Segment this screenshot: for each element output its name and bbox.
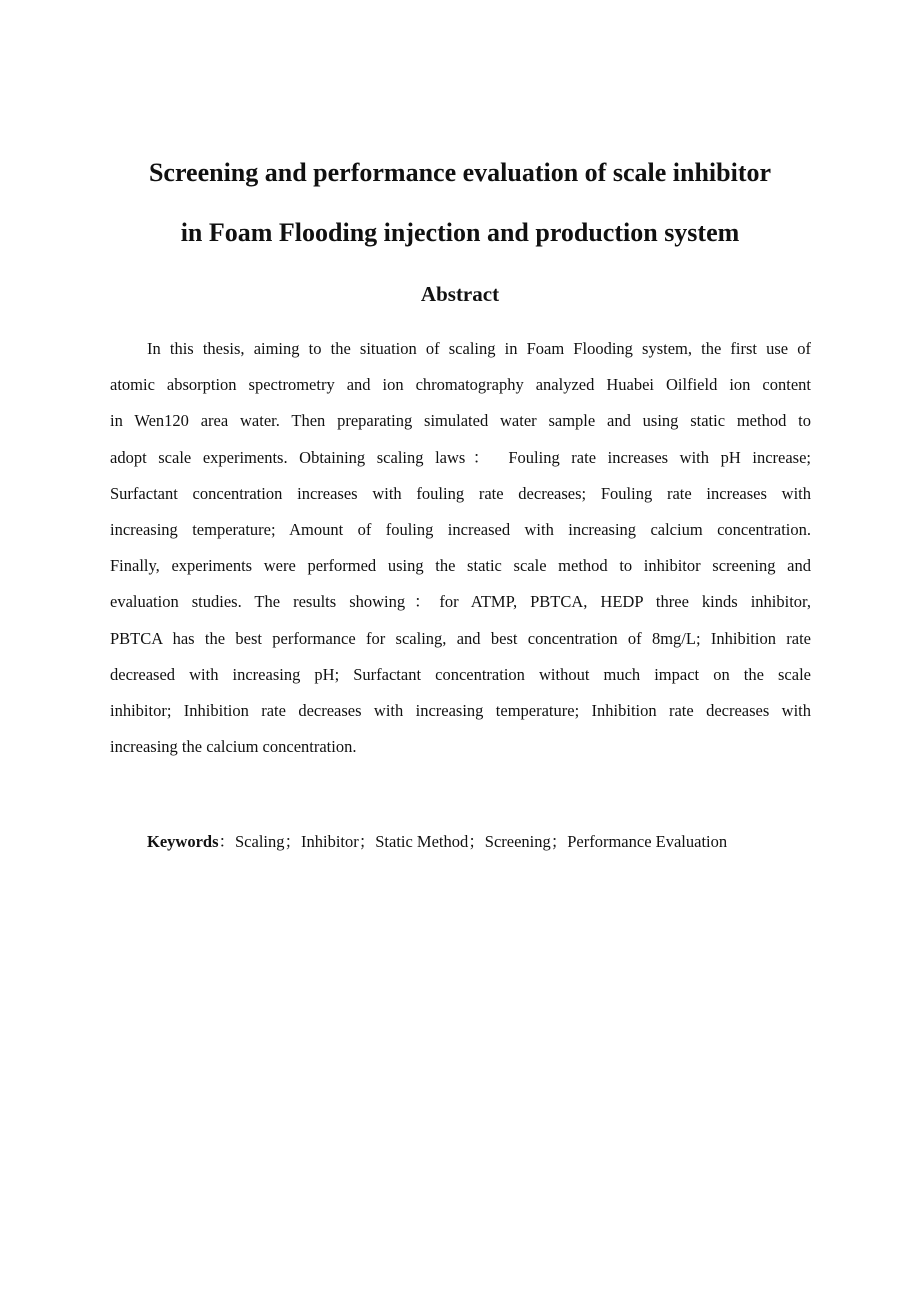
title-line-1: Screening and performance evaluation of scale inhibitor	[148, 158, 772, 187]
abstract-body	[110, 331, 811, 765]
abstract-heading: Abstract	[420, 282, 500, 306]
keywords-text: ：Scaling；Inhibitor；Static Method；Screening；Performance Evaluation	[218, 832, 728, 851]
abstract-line: increasing the calcium concentration.	[110, 737, 357, 757]
abstract-line: In this thesis, aiming to the situation of scaling in Foam Flooding system, the first use of	[147, 339, 811, 358]
abstract-line: decreased with increasing pH; Surfactant concentration without much impact on the scale	[110, 664, 811, 684]
abstract-line: in Wen120 area water. Then preparating simulated water sample and using static method to	[110, 411, 811, 431]
abstract-line: PBTCA has the best performance for scaling, and best concentration of 8mg/L; Inhibition rate	[110, 628, 811, 648]
abstract-line: adopt scale experiments. Obtaining scaling laws： Fouling rate increases with pH increase;	[110, 447, 811, 467]
keywords-label: Keywords	[147, 832, 219, 851]
title-line-2: in Foam Flooding injection and production system	[180, 218, 740, 247]
keywords	[147, 829, 727, 855]
abstract-line: Surfactant concentration increases with fouling rate decreases; Fouling rate increases with	[110, 483, 811, 503]
abstract-line: evaluation studies. The results showing：for ATMP, PBTCA, HEDP three kinds inhibitor,	[110, 592, 811, 612]
abstract-line: atomic absorption spectrometry and ion chromatography analyzed Huabei Oilfield ion content	[110, 375, 811, 395]
abstract-line: Finally, experiments were performed using the static scale method to inhibitor screening and	[110, 556, 811, 576]
abstract-line: inhibitor; Inhibition rate decreases with increasing temperature; Inhibition rate decreases with	[110, 701, 811, 721]
abstract-line: increasing temperature; Amount of fouling increased with increasing calcium concentration.	[110, 520, 811, 540]
